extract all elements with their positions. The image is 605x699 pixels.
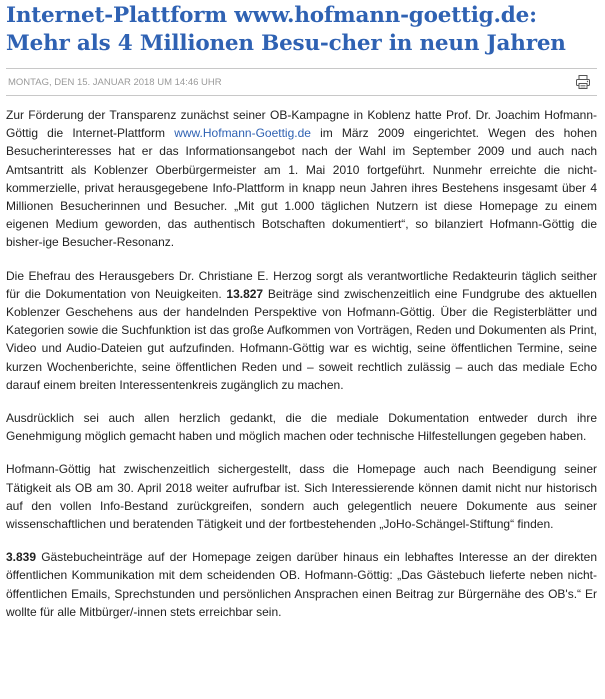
paragraph-2-text-a: Die Ehefrau des Herausgebers Dr. Christiane E. Herzog sorgt als verantwortliche Redakteurin täglich seither für die Dokumentation von Neuigkeiten. <box>6 268 597 301</box>
homepage-link[interactable]: www.Hofmann-Goettig.de <box>174 126 311 141</box>
posts-count: 13.827 <box>226 286 264 301</box>
article-title: Internet-Plattform www.hofmann-goettig.de: Mehr als 4 Millionen Besu-cher in neun Jahren <box>6 3 566 56</box>
article <box>0 2 605 621</box>
article-body <box>6 106 597 621</box>
paragraph-5 <box>6 548 597 621</box>
printer-icon[interactable] <box>575 74 591 90</box>
paragraph-1-text-a: Zur Förderung der Transparenz zunächst seiner OB-Kampagne in Koblenz hatte Prof. Dr. Joachim Hofmann-Göttig die Internet-Plattform <box>6 108 597 141</box>
article-meta-bar <box>6 68 597 96</box>
paragraph-2 <box>6 267 597 394</box>
paragraph-5-text-b: Gästebucheinträge auf der Homepage zeigen darüber hinaus ein lebhaftes Interesse an der direkten öffentlichen Kommunikation mit dem scheidenden OB. Hofmann-Göttig: „Das Gästebuch lieferte neben nicht-öffentlichen Emails, Sprechstunden und persönlichen Ansprachen einen Beitrag zur Bürgernähe des OB's.“ Er wollte für alle Mitbürger/-innen stets erreichbar sein. <box>6 550 597 619</box>
paragraph-1 <box>6 106 597 252</box>
guestbook-count: 3.839 <box>6 550 37 565</box>
paragraph-1-text-b: im März 2009 eingerichtet. Wegen des hohen Besucherinteresses hat er das Informationsangebot nach der Wahl im September 2009 und auch nach Amtsantritt als Koblenzer Oberbürgermeister am 1. Mai 2010 fortgeführt. Nunmehr erreichte die nicht-kommerzielle, privat herausgegebene Info-Plattform in knapp neun Jahren ihres Bestehens insgesamt über 4 Millionen Besucherinnen und Besucher. „Mit gut 1.000 täglichen Nutzern ist diese Homepage zu einem eigenen Medium geworden, das authentisch Botschaften dokumentiert“, so bilanziert Hofmann-Göttig die bisher-ige Besucher-Resonanz. <box>6 126 597 250</box>
paragraph-4: Hofmann-Göttig hat zwischenzeitlich sichergestellt, dass die Homepage auch nach Beendigung seiner Tätigkeit als OB am 30. April 2018 weiter aufrufbar ist. Sich Interessierende können damit nicht nur historisch auf den vollen Info-Bestand zurückgreifen, sondern auch gelegentlich neuere Dokumente aus seiner wissenschaftlichen und beratenden Tätigkeit und der fortbestehenden „JoHo-Schängel-Stiftung“ finden. <box>6 462 597 532</box>
paragraph-2-text-b: Beiträge sind zwischenzeitlich eine Fundgrube des aktuellen Koblenzer Geschehens aus der handelnden Perspektive von Hofmann-Göttig. Über die Registerblätter und Kategorien sowie die Suchfunktion ist das große Aufkommen von Vorträgen, Reden und Dokumenten als Print, Video und Audio-Dateien gut aufzufinden. Hofmann-Göttig war es wichtig, seine öffentlichen Termine, seine kurzen Wochenberichte, seine öffentlichen Reden und – soweit rechtlich zulässig – auch das mediale Echo darauf einem breiten Interessentenkreis zugänglich zu machen. <box>6 286 597 392</box>
article-date: MONTAG, DEN 15. JANUAR 2018 UM 14:46 UHR <box>8 76 222 88</box>
paragraph-3: Ausdrücklich sei auch allen herzlich gedankt, die die mediale Dokumentation entweder durch ihre Genehmigung möglich gemacht haben und möglich machen oder technische Hilfestellungen gegeben haben. <box>6 411 597 444</box>
